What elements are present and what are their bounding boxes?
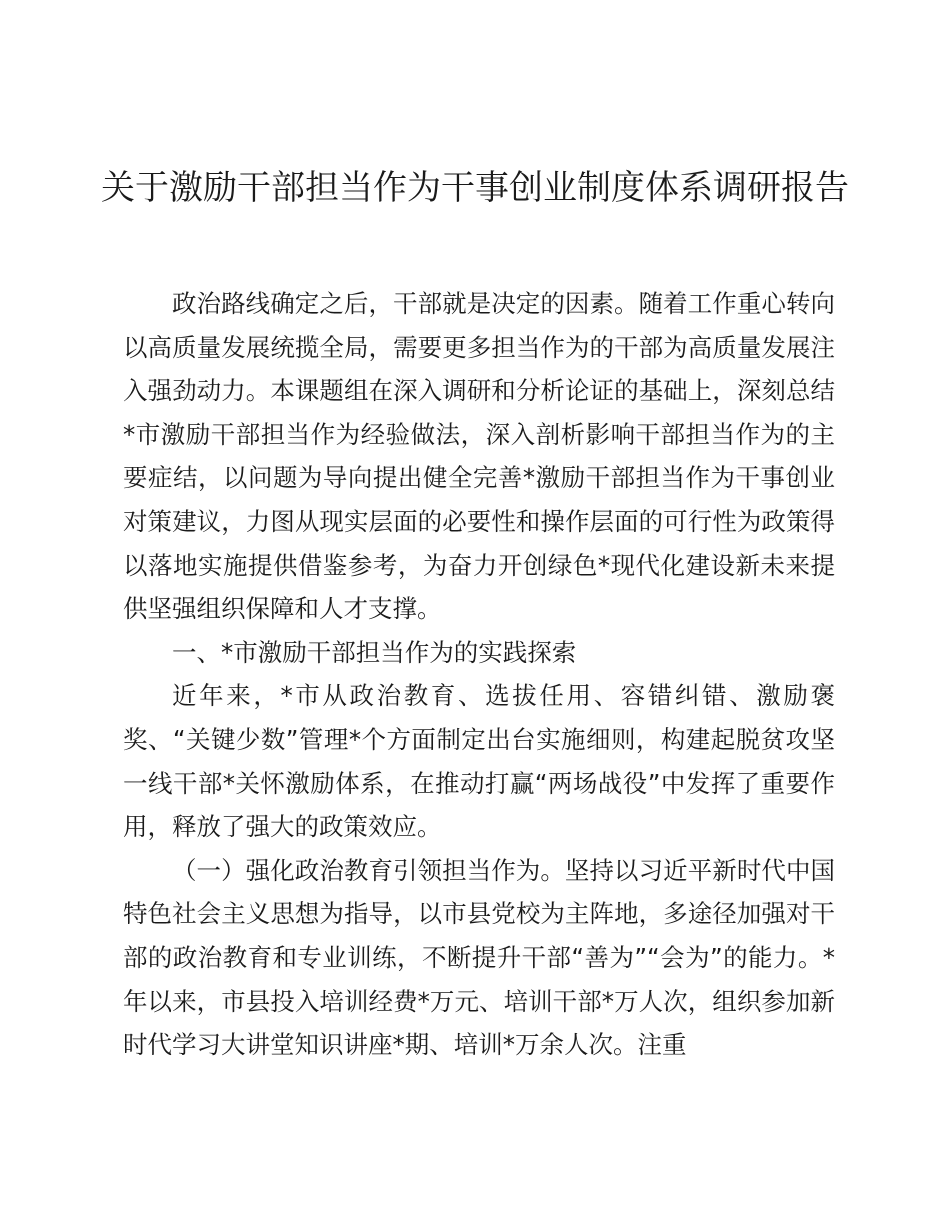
section-heading: 一、*市激励干部担当作为的实践探索 bbox=[172, 637, 577, 667]
intro-paragraph: 政治路线确定之后，干部就是决定的因素。随着工作重心转向以高质量发展统揽全局，需要更多担当作为的干部为高质量发展注入强劲动力。本课题组在深入调研和分析论证的基础上，深刻总结*市激励干部担当作为经验做法，深入剖析影响干部担当作为的主要症结，以问题为导向提出健全完善*激励干部担当作为干事创业对策建议，力图从现实层面的必要性和操作层面的可行性为政策得以落地实施提供借鉴参考，为奋力开创绿色*现代化建设新未来提供坚强组织保障和人才支撑。 bbox=[123, 289, 835, 624]
document-body bbox=[123, 282, 835, 1067]
section-paragraph: 近年来，*市从政治教育、选拔任用、容错纠错、激励褒奖、“关键少数”管理*个方面制定出台实施细则，构建起脱贫攻坚一线干部*关怀激励体系，在推动打赢“两场战役”中发挥了重要作用，释放了强大的政策效应。 bbox=[123, 681, 835, 842]
document-title: 关于激励干部担当作为干事创业制度体系调研报告 bbox=[101, 168, 849, 208]
subsection-paragraph: （一）强化政治教育引领担当作为。坚持以习近平新时代中国特色社会主义思想为指导，以市县党校为主阵地，多途径加强对干部的政治教育和专业训练，不断提升干部“善为”“会为”的能力。*年以来，市县投入培训经费*万元、培训干部*万人次，组织参加新时代学习大讲堂知识讲座*期、培训*万余人次。注重 bbox=[123, 855, 835, 1060]
